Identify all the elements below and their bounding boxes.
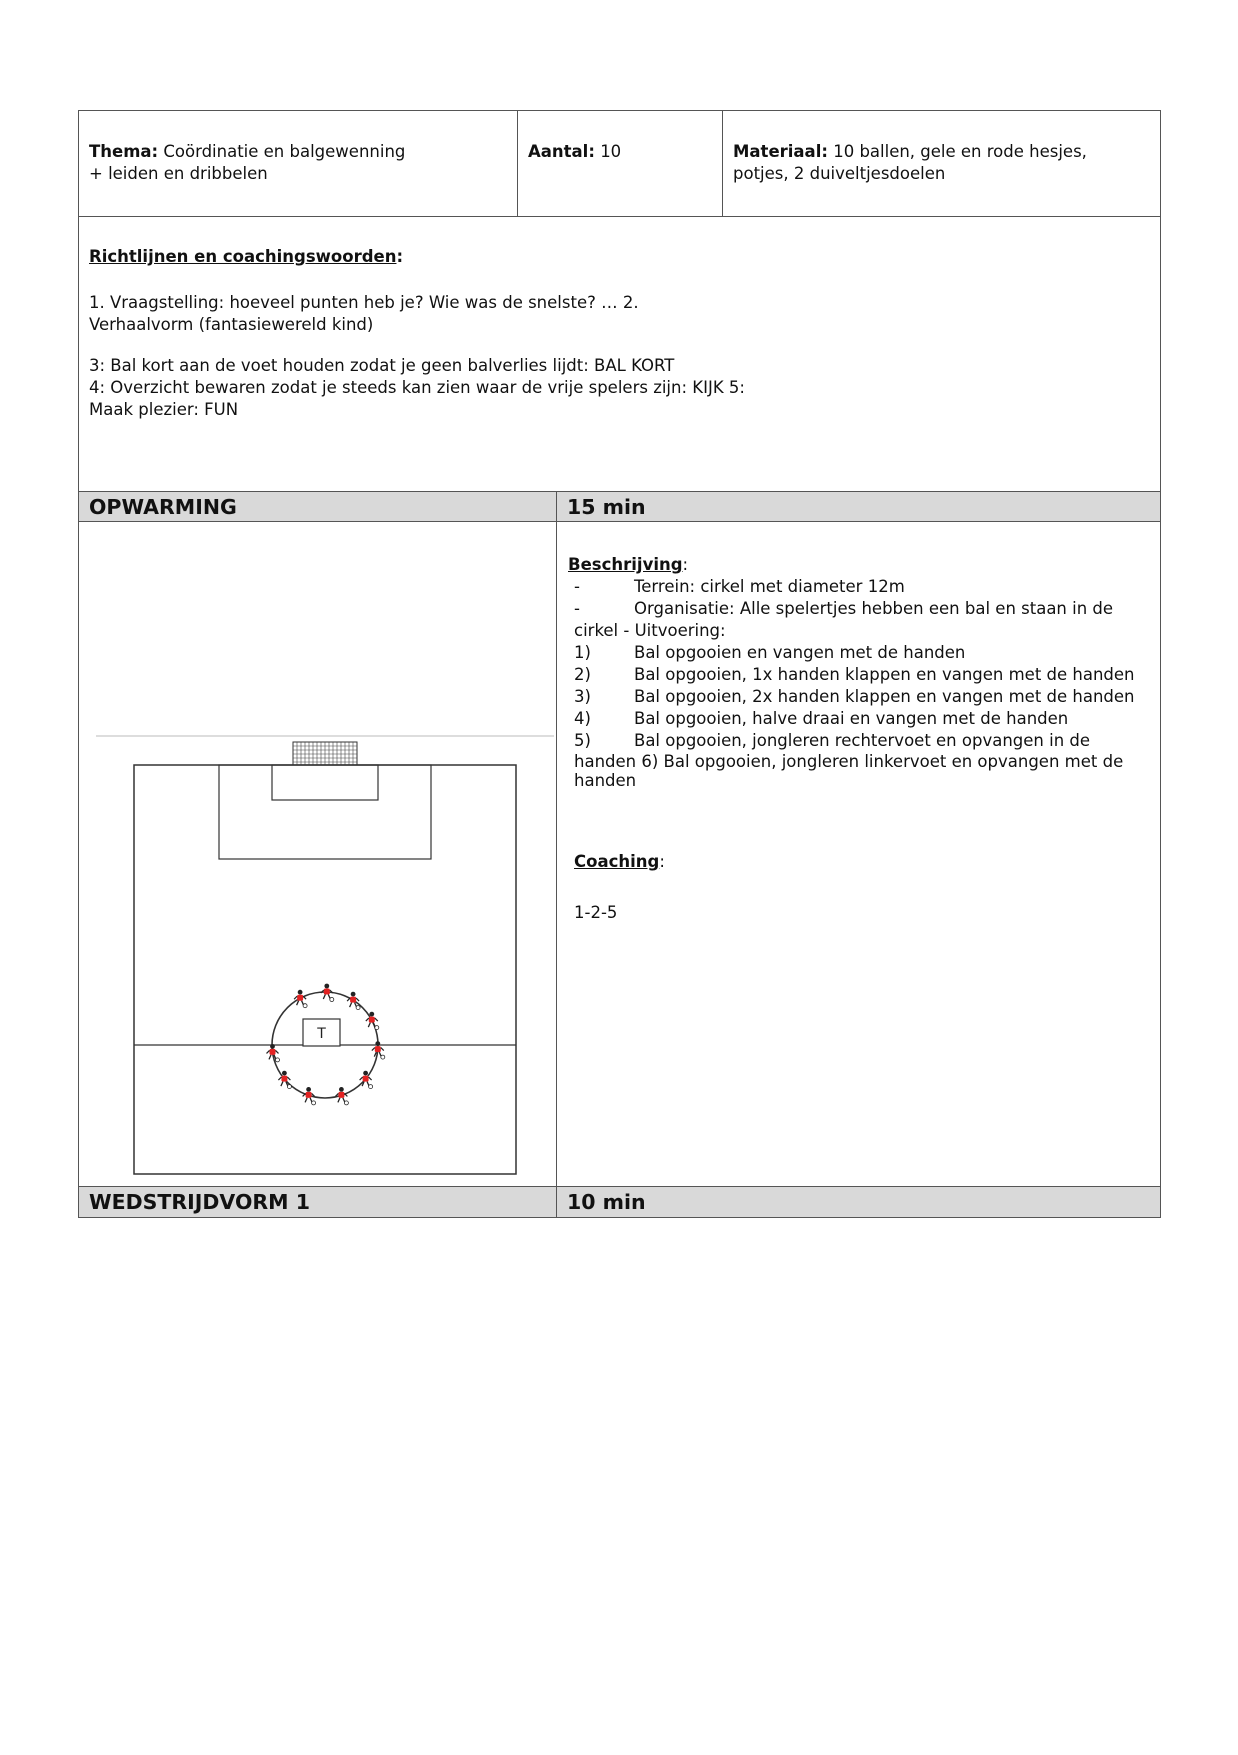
list-item [568,708,1150,730]
list-text: Bal opgooien, halve draai en vangen met de handen [634,709,1069,728]
description-cell: Beschrijving: - Terrein: cirkel met diameter 12m - Organisatie: Alle spelertjes hebben een bal en staan in de cirkel - Uitvoering: 1) Bal opgooien en vangen met de handen 2) Bal opgooien, 1x handen klappen en vangen met de handen 3) Bal opgooien, 2x handen klappen en vangen met de handen 4) Bal opgooien, halve draai en vangen met de handen 5) Bal opgooien, jongleren rechtervoet en opvangen in de handen 6) Bal opgooien, jongleren linkervoet en opvangen met de handen Coaching: 1-2-5 [557,522,1160,1186]
warmup-duration: 15 min [567,495,646,519]
coaching-value: 1-2-5 [574,903,618,922]
list-marker: 1) [574,643,591,662]
list-marker: 2) [574,665,591,684]
wrapped-text: handen [574,771,637,790]
coaching-title: Coaching [574,852,660,871]
match1-duration: 10 min [567,1190,646,1214]
thema-label: Thema: [89,142,159,161]
list-item [568,598,1150,620]
materiaal-value: 10 ballen, gele en rode hesjes, [833,142,1087,161]
header-row [79,111,1160,217]
description-title: Beschrijving [568,555,683,574]
guideline-line: 3: Bal kort aan de voet houden zodat je geen balverlies lijdt: BAL KORT [89,356,675,375]
wrapped-text: cirkel - Uitvoering: [574,621,726,640]
guideline-line: 1. Vraagstelling: hoeveel punten heb je? Wie was de snelste? … 2. [89,293,639,312]
list-text: Organisatie: Alle spelertjes hebben een bal en staan in de [634,599,1114,618]
list-marker: 4) [574,709,591,728]
thema-value: Coördinatie en balgewenning [163,142,406,161]
match1-title: WEDSTRIJDVORM 1 [79,1187,557,1217]
warmup-header-row [79,492,1160,522]
materiaal-label: Materiaal: [733,142,828,161]
aantal-label: Aantal: [528,142,595,161]
guidelines-title: Richtlijnen en coachingswoorden [89,247,397,266]
trainer-label: T [317,1026,326,1042]
list-marker: - [574,577,580,596]
aantal-cell [518,111,723,216]
guidelines-row [79,217,1160,492]
list-marker: 3) [574,687,591,706]
guideline-line: Verhaalvorm (fantasiewereld kind) [89,315,374,334]
list-item [568,686,1150,708]
player-icon [372,1041,385,1059]
goal-net [293,742,357,765]
player-icon [303,1087,316,1105]
training-sheet [78,110,1161,1218]
list-item [568,664,1150,686]
wrapped-text: handen 6) Bal opgooien, jongleren linkervoet en opvangen met de [574,752,1124,771]
goal-area [272,765,378,800]
pitch-outline [134,765,516,1174]
player-icon [294,990,307,1008]
list-text: Terrein: cirkel met diameter 12m [634,577,905,596]
penalty-area [219,765,431,859]
match1-header-row [79,1187,1160,1217]
materiaal-value-line2: potjes, 2 duiveltjesdoelen [733,164,946,183]
warmup-content-row [79,522,1160,1187]
warmup-title: OPWARMING [79,492,557,521]
thema-cell [79,111,518,216]
list-text: Bal opgooien, jongleren rechtervoet en opvangen in de [634,731,1091,750]
list-item [568,730,1150,752]
guidelines-cell: Richtlijnen en coachingswoorden: 1. Vraagstelling: hoeveel punten heb je? Wie was de snelste? … 2. Verhaalvorm (fantasiewereld kind) 3: Bal kort aan de voet houden zodat je geen balverlies lijdt: BAL KORT 4: Overzicht bewaren zodat je steeds kan zien waar de vrije spelers zijn: KIJK 5: Maak plezier: FUN [79,217,1160,491]
guideline-line: Maak plezier: FUN [89,400,239,419]
field-diagram [79,522,555,1187]
guideline-line: 4: Overzicht bewaren zodat je steeds kan zien waar de vrije spelers zijn: KIJK 5: [89,378,745,397]
materiaal-cell [723,111,1160,216]
player-icon [267,1044,280,1062]
list-item [568,576,1150,598]
field-diagram-cell [79,522,557,1186]
aantal-value: 10 [600,142,622,161]
list-text: Bal opgooien en vangen met de handen [634,643,966,662]
list-text: Bal opgooien, 2x handen klappen en vangen met de handen [634,687,1135,706]
list-text: Bal opgooien, 1x handen klappen en vangen met de handen [634,665,1135,684]
list-marker: - [574,599,580,618]
player-icon [347,992,360,1010]
thema-value-line2: + leiden en dribbelen [89,164,268,183]
list-item [568,642,1150,664]
list-marker: 5) [574,731,591,750]
